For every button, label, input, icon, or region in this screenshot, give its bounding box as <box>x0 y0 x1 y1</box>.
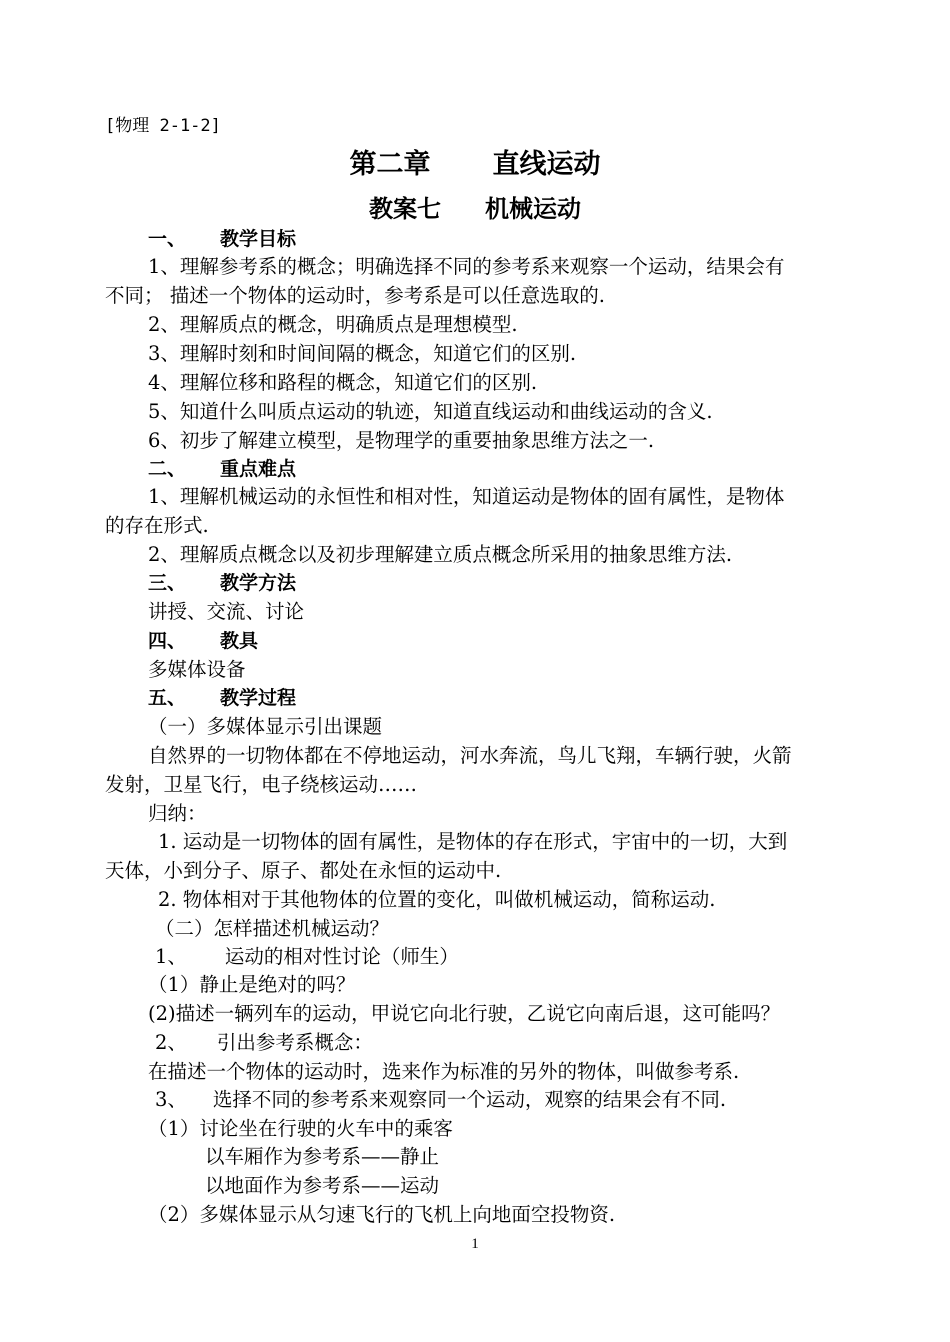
process-line: 以车厢作为参考系——静止 <box>205 1145 440 1168</box>
section-heading-process: 五、 教学过程 <box>148 687 297 709</box>
process-line: (2)描述一辆列车的运动，甲说它向北行驶，乙说它向南后退，这可能吗？ <box>148 1002 781 1025</box>
page-number: 1 <box>471 1236 479 1252</box>
keypoint-line: 的存在形式. <box>105 514 209 537</box>
process-line: 1、 运动的相对性讨论（师生） <box>155 945 459 968</box>
chapter-name: 直线运动 <box>492 149 601 180</box>
process-line: （一）多媒体显示引出课题 <box>148 715 383 738</box>
chapter-number: 第二章 <box>349 149 431 180</box>
process-line: 2. 物体相对于其他物体的位置的变化，叫做机械运动，简称运动. <box>158 888 716 911</box>
section-heading-method: 三、 教学方法 <box>148 572 297 594</box>
document-code: [物理 2-1-2] <box>105 116 221 136</box>
lesson-number: 教案七 <box>369 195 441 223</box>
objective-line: 不同； 描述一个物体的运动时，参考系是可以任意选取的. <box>105 284 605 307</box>
section-heading-objectives: 一、 教学目标 <box>148 228 297 250</box>
process-line: 归纳： <box>148 802 207 825</box>
section-heading-tools: 四、 教具 <box>148 630 259 652</box>
process-line: 自然界的一切物体都在不停地运动，河水奔流，鸟儿飞翔，车辆行驶，火箭 <box>148 744 792 767</box>
process-line: 发射，卫星飞行，电子绕核运动…… <box>105 773 418 796</box>
process-line: （二）怎样描述机械运动？ <box>155 917 390 940</box>
process-line: 1. 运动是一切物体的固有属性，是物体的存在形式，宇宙中的一切，大到 <box>158 830 788 853</box>
keypoint-line: 1、理解机械运动的永恒性和相对性，知道运动是物体的固有属性，是物体 <box>148 485 785 508</box>
objective-line: 5、知道什么叫质点运动的轨迹，知道直线运动和曲线运动的含义. <box>148 400 713 423</box>
method-text: 讲授、交流、讨论 <box>148 600 305 623</box>
process-line: （1）讨论坐在行驶的火车中的乘客 <box>148 1117 453 1140</box>
section-heading-keypoints: 二、 重点难点 <box>148 458 297 480</box>
lesson-name: 机械运动 <box>485 195 581 223</box>
process-line: 以地面作为参考系——运动 <box>205 1174 440 1197</box>
objective-line: 6、初步了解建立模型，是物理学的重要抽象思维方法之一. <box>148 429 655 452</box>
objective-line: 4、理解位移和路程的概念，知道它们的区别. <box>148 371 538 394</box>
objective-line: 2、理解质点的概念，明确质点是理想模型. <box>148 313 518 336</box>
process-line: 2、 引出参考系概念： <box>155 1031 373 1054</box>
objective-line: 1、理解参考系的概念；明确选择不同的参考系来观察一个运动，结果会有 <box>148 255 785 278</box>
process-line: （1）静止是绝对的吗？ <box>148 973 356 996</box>
tools-text: 多媒体设备 <box>148 658 246 681</box>
process-line: 3、 选择不同的参考系来观察同一个运动，观察的结果会有不同. <box>155 1088 727 1111</box>
keypoint-line: 2、理解质点概念以及初步理解建立质点概念所采用的抽象思维方法. <box>148 543 733 566</box>
objective-line: 3、理解时刻和时间间隔的概念，知道它们的区别. <box>148 342 577 365</box>
chapter-title <box>0 147 950 183</box>
lesson-title <box>0 192 950 226</box>
process-line: 在描述一个物体的运动时，选来作为标准的另外的物体，叫做参考系. <box>148 1060 740 1083</box>
process-line: 天体，小到分子、原子、都处在永恒的运动中. <box>105 859 502 882</box>
process-line: （2）多媒体显示从匀速飞行的飞机上向地面空投物资. <box>148 1203 616 1226</box>
